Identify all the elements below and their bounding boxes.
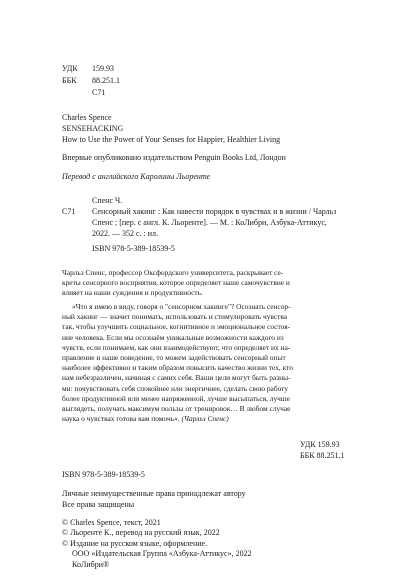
record-isbn: ISBN 978-5-389-18539-5 (92, 244, 175, 253)
original-subtitle: How to Use the Power of Your Senses for Happier, Healthier Living (62, 135, 281, 144)
annotation-line: креты сенсорного восприятия, которое определяет наше самочувствие и (62, 278, 290, 288)
udk-line (62, 64, 114, 74)
record-description-3: 2022. — 352 с. : ил. (92, 229, 159, 238)
original-title: SENSEHACKING (62, 124, 124, 133)
copyright-line: © Льоренте К., перевод на русский язык, 2022 (62, 528, 220, 538)
translation-note: Перевод с английского Каролины Льоренте (62, 172, 211, 181)
bbk-line (62, 76, 120, 86)
annotation-line: Чарльз Спенс, профессор Оксфордского университета, раскрывает се- (62, 268, 284, 277)
udk-value: 159.93 (92, 64, 114, 73)
record-code: С71 (62, 207, 76, 216)
rights-line-1: Личные неимущественные права принадлежат автору (62, 489, 246, 498)
bbk-label: ББК (62, 76, 77, 85)
copyright-line: ООО «Издательская Группа «Азбука-Аттикус», 2022 (72, 549, 252, 559)
bottom-udk: УДК 159.93 (300, 440, 340, 449)
annotation-line: ние человека. Если мы осознаём уникальные возможности каждого из (62, 332, 284, 342)
annotation-line: чувств, если понимаем, как они взаимодействуют, что определяет их на- (62, 342, 291, 352)
copyright-line: © Charles Spence, текст, 2021 (62, 518, 161, 527)
annotation-line: нам небезразличен, начиная с самих себя. Ваши цели могут быть разны- (62, 373, 291, 383)
bottom-bbk: ББК 88.251.1 (300, 451, 345, 460)
udk-label: УДК (62, 64, 78, 73)
record-description-2: Спенс ; [пер. с англ. К. Льоренте]. — М. : КоЛибри, Азбука-Аттикус, (92, 218, 327, 227)
original-author: Charles Spence (62, 113, 112, 122)
annotation-attribution: (Чарльз Спенс) (181, 414, 229, 424)
annotation-line: правление и наше поведение, то можем задействовать сенсорный опыт (62, 353, 286, 363)
annotation-line: наиболее эффективно и таким образом повысить качество жизни тех, кто (62, 363, 293, 373)
annotation-last-line (62, 414, 365, 424)
annotation-line: ми: почувствовать себя спокойнее или энергичнее, сделать свою работу (62, 383, 289, 393)
annotation-line: «Что я имею в виду, говоря о "сенсорном хакинге"? Осознать сенсор- (72, 302, 291, 311)
bottom-isbn: ISBN 978-5-389-18539-5 (62, 470, 145, 479)
record-description-1: Сенсорный хакинг : Как навести порядок в чувствах и в жизни / Чарльз (92, 207, 337, 216)
copyright-line: © Издание на русском языке, оформление. (62, 538, 208, 548)
rights-line-2: Все права защищены (62, 500, 135, 509)
first-published: Впервые опубликовано издательством Penguin Books Ltd, Лондон (62, 153, 286, 162)
annotation-closing-text: наука о чувствах готова вам помочь». (62, 414, 180, 424)
classification-code: С71 (92, 88, 106, 97)
copyright-line: КоЛибри® (72, 559, 110, 569)
annotation-line: более продуктивной или менее напряженной, лучше высыпаться, лучше (62, 393, 290, 403)
annotation-paragraph-2 (62, 302, 365, 424)
author-heading: Спенс Ч. (92, 196, 123, 205)
annotation-line: ный хакинг — значит понимать, использовать и стимулировать чувства (62, 312, 288, 322)
annotation-paragraph-1 (62, 268, 365, 299)
annotation-line: влияет на наши суждения и продуктивность. (62, 288, 203, 298)
annotation-line: выглядеть, получать максимум пользы от тренировок… В любом случае (62, 404, 291, 414)
annotation-line: так, чтобы улучшить социальное, когнитивное и эмоциональное состоя- (62, 322, 291, 332)
bbk-value: 88.251.1 (92, 76, 120, 85)
copyright-block (62, 518, 252, 570)
